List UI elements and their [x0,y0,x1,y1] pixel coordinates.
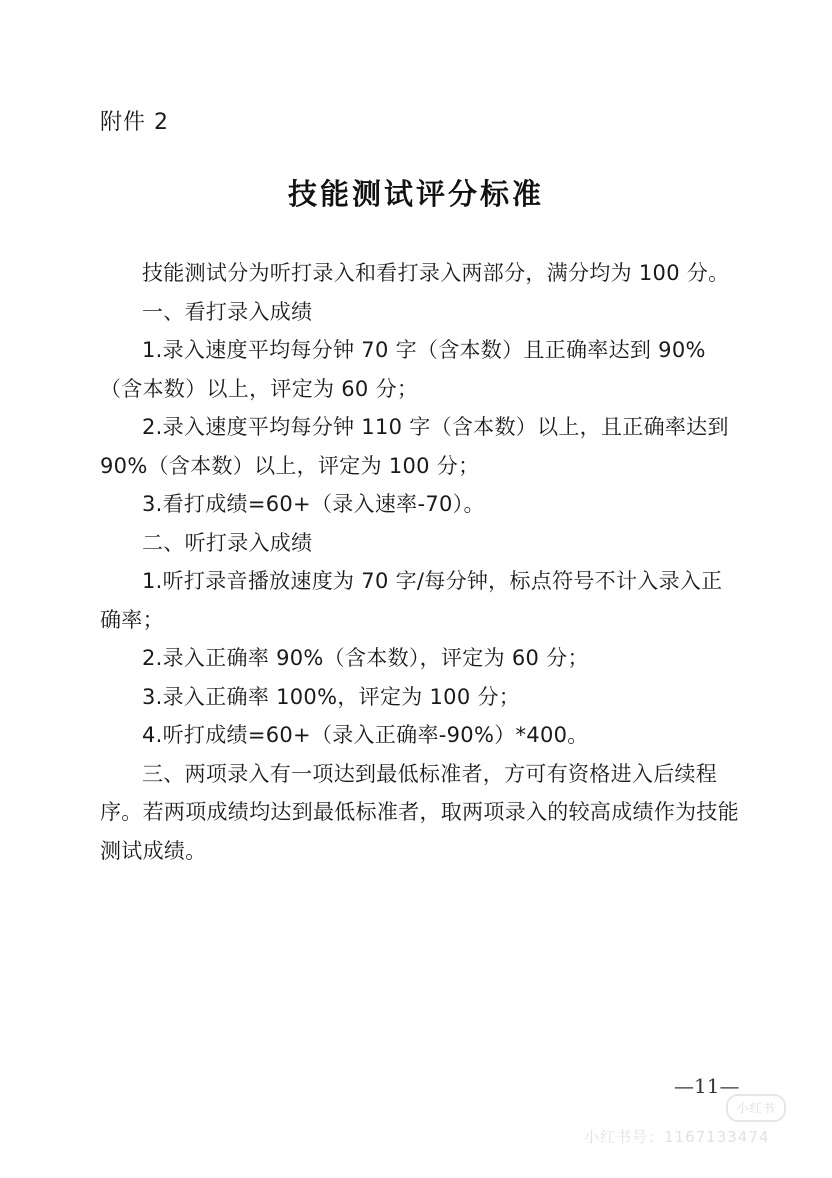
document-body [100,254,740,870]
formula-paragraph: 3.看打成绩=60+（录入速率-70）。 [142,492,485,516]
watermark-logo: 小红书 [726,1094,786,1122]
rule-paragraph: 1.听打录音播放速度为 70 字/每分钟，标点符号不计入录入正确率； [100,569,723,632]
rule-paragraph: 2.录入正确率 90%（含本数），评定为 60 分； [142,646,589,670]
section-three-paragraph: 三、两项录入有一项达到最低标准者，方可有资格进入后续程序。若两项成绩均达到最低标准者，取两项录入的较高成绩作为技能测试成绩。 [100,761,739,863]
document-title: 技能测试评分标准 [287,177,544,211]
section-heading-typing-by-ear: 二、听打录入成绩 [142,530,313,555]
attachment-label: 附件 2 [100,110,169,135]
watermark-id: 小红书号：1167133474 [584,1128,770,1146]
section-heading-typing-by-sight: 一、看打录入成绩 [142,299,313,324]
rule-paragraph: 1.录入速度平均每分钟 70 字（含本数）且正确率达到 90%（含本数）以上，评定为 60 分； [100,338,706,401]
page-number: —11— [674,1074,740,1098]
intro-paragraph: 技能测试分为听打录入和看打录入两部分，满分均为 100 分。 [142,261,730,285]
formula-paragraph: 4.听打成绩=60+（录入正确率-90%）*400。 [142,723,589,747]
rule-paragraph: 2.录入速度平均每分钟 110 字（含本数）以上，且正确率达到 90%（含本数）以上，评定为 100 分； [100,415,729,478]
rule-paragraph: 3.录入正确率 100%，评定为 100 分； [142,684,521,709]
